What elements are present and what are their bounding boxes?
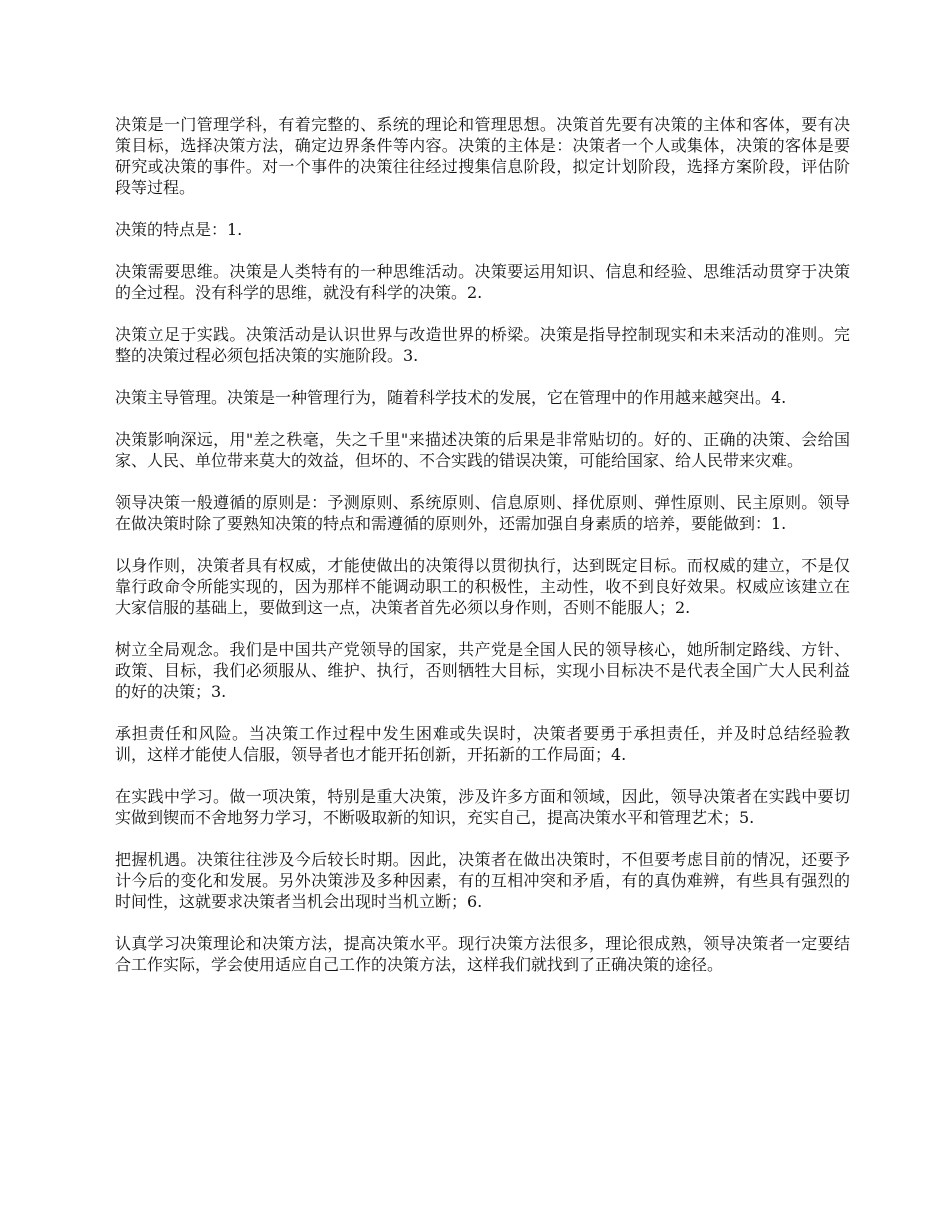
paragraph: 决策影响深远，用"差之秩毫，失之千里"来描述决策的后果是非常贴切的。好的、正确的决策、会给国家、人民、单位带来莫大的效益，但坏的、不合实践的错误决策，可能给国家、给人民带来灾难。 — [115, 430, 850, 470]
paragraph: 以身作则，决策者具有权威，才能使做出的决策得以贯彻执行，达到既定目标。而权威的建立，不是仅靠行政命令所能实现的，因为那样不能调动职工的积极性，主动性，收不到良好效果。权威应该建立在大家信服的基础上，要做到这一点，决策者首先必须以身作则，否则不能服人；2. — [115, 556, 850, 617]
paragraph: 决策需要思维。决策是人类特有的一种思维活动。决策要运用知识、信息和经验、思维活动贯穿于决策的全过程。没有科学的思维，就没有科学的决策。2. — [115, 262, 850, 302]
paragraph: 在实践中学习。做一项决策，特别是重大决策，涉及许多方面和领域，因此，领导决策者在实践中要切实做到锲而不舍地努力学习，不断吸取新的知识，充实自己，提高决策水平和管理艺术；5. — [115, 787, 850, 827]
document-body — [115, 114, 850, 996]
paragraph: 树立全局观念。我们是中国共产党领导的国家，共产党是全国人民的领导核心，她所制定路线、方针、政策、目标，我们必须服从、维护、执行，否则牺牲大目标，实现小目标决不是代表全国广大人民利益的好的决策；3. — [115, 640, 850, 701]
paragraph: 认真学习决策理论和决策方法，提高决策水平。现行决策方法很多，理论很成熟，领导决策者一定要结合工作实际，学会使用适应自己工作的决策方法，这样我们就找到了正确决策的途径。 — [115, 934, 850, 974]
paragraph: 决策立足于实践。决策活动是认识世界与改造世界的桥梁。决策是指导控制现实和未来活动的准则。完整的决策过程必须包括决策的实施阶段。3. — [115, 325, 850, 365]
paragraph: 决策主导管理。决策是一种管理行为，随着科学技术的发展，它在管理中的作用越来越突出。4. — [115, 388, 787, 407]
paragraph: 决策的特点是：1. — [115, 220, 243, 239]
paragraph: 领导决策一般遵循的原则是：予测原则、系统原则、信息原则、择优原则、弹性原则、民主原则。领导在做决策时除了要熟知决策的特点和需遵循的原则外，还需加强自身素质的培养，要能做到：1. — [115, 493, 850, 533]
paragraph: 把握机遇。决策往往涉及今后较长时期。因此，决策者在做出决策时，不但要考虑目前的情况，还要予计今后的变化和发展。另外决策涉及多种因素，有的互相冲突和矛盾，有的真伪难辨，有些具有强烈的时间性，这就要求决策者当机会出现时当机立断；6. — [115, 850, 850, 911]
paragraph: 决策是一门管理学科，有着完整的、系统的理论和管理思想。决策首先要有决策的主体和客体，要有决策目标，选择决策方法，确定边界条件等内容。决策的主体是：决策者一个人或集体，决策的客体是要研究或决策的事件。对一个事件的决策往往经过搜集信息阶段，拟定计划阶段，选择方案阶段，评估阶段等过程。 — [115, 115, 850, 197]
paragraph: 承担责任和风险。当决策工作过程中发生困难或失误时，决策者要勇于承担责任，并及时总结经验教训，这样才能使人信服，领导者也才能开拓创新，开拓新的工作局面；4. — [115, 724, 850, 764]
